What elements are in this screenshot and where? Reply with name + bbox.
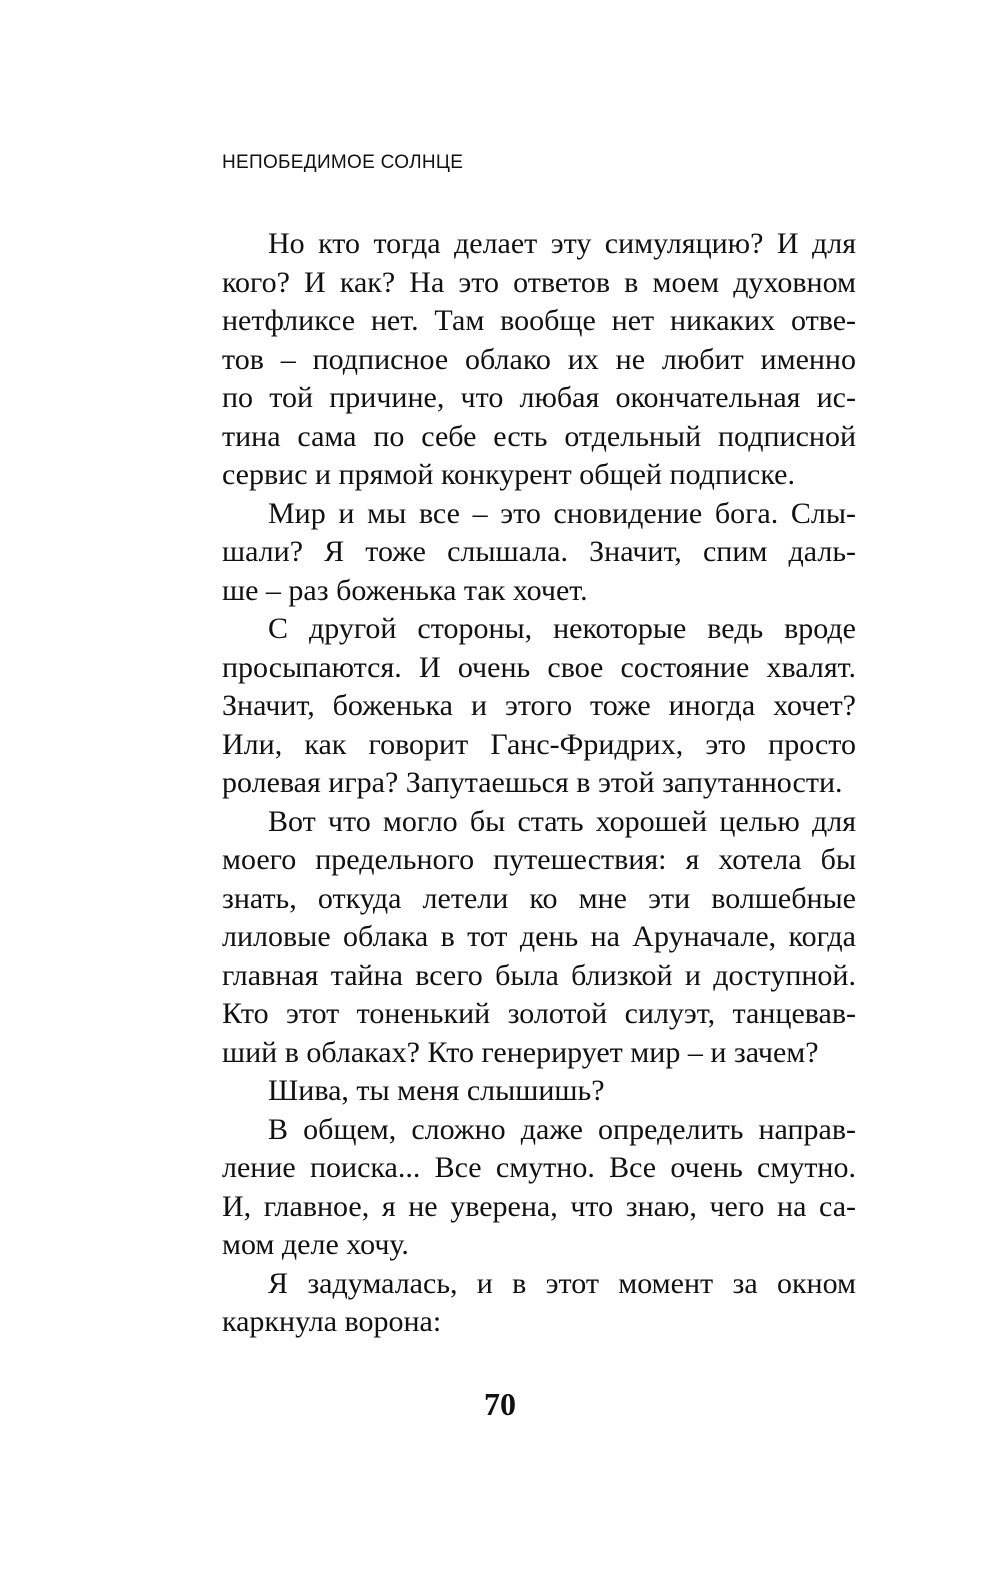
text-line: И, главное, я не уверена, что знаю, чего на са- (222, 1189, 856, 1223)
text-line: лиловые облака в тот день на Аруначале, когда (222, 920, 856, 953)
running-head: НЕПОБЕДИМОЕ СОЛНЦЕ (222, 152, 464, 173)
text-line: Значит, боженька и этого тоже иногда хочет? (222, 689, 856, 722)
text-line: ролевая игра? Запутаешься в этой запутанности. (222, 766, 843, 799)
text-line: тина сама по себе есть отдельный подписной (222, 419, 856, 453)
text-line: С другой стороны, некоторые ведь вроде (268, 612, 856, 645)
text-line: кого? И как? На это ответов в моем духовном (222, 265, 856, 299)
text-line: знать, откуда летели ко мне эти волшебные (222, 881, 856, 915)
text-line: ление поиска... Все смутно. Все очень смутно. (222, 1151, 856, 1184)
page-number: 70 (484, 1386, 516, 1422)
text-line: нетфликсе нет. Там вообще нет никаких отве- (222, 304, 856, 337)
text-line: шали? Я тоже слышала. Значит, спим даль- (222, 535, 856, 568)
text-line: Вот что могло бы стать хорошей целью для (268, 804, 856, 838)
text-line: по той причине, что любая окончательная ис- (222, 381, 856, 414)
text-line: каркнула ворона: (222, 1305, 442, 1338)
body-text (222, 225, 856, 1342)
text-line: главная тайна всего была близкой и доступной. (222, 958, 856, 992)
text-line: Или, как говорит Ганс-Фридрих, это просто (222, 727, 856, 761)
text-line: Я задумалась, и в этот момент за окном (268, 1266, 856, 1300)
text-line: В общем, сложно даже определить направ- (268, 1112, 856, 1146)
text-line: ше – раз боженька так хочет. (222, 573, 588, 607)
text-line: тов – подписное облако их не любит именно (222, 342, 856, 376)
text-line: Мир и мы все – это сновидение бога. Слы- (268, 496, 856, 530)
text-line: просыпаются. И очень свое состояние хвалят. (222, 650, 856, 684)
text-line: Но кто тогда делает эту симуляцию? И для (268, 227, 856, 260)
text-line: Шива, ты меня слышишь? (268, 1074, 605, 1107)
text-line: мом деле хочу. (222, 1228, 409, 1261)
text-line: сервис и прямой конкурент общей подписке. (222, 458, 795, 491)
text-line: моего предельного путешествия: я хотела бы (222, 843, 856, 876)
text-line: ший в облаках? Кто генерирует мир – и зачем? (222, 1035, 819, 1069)
text-line: Кто этот тоненький золотой силуэт, танцевав- (222, 997, 856, 1030)
